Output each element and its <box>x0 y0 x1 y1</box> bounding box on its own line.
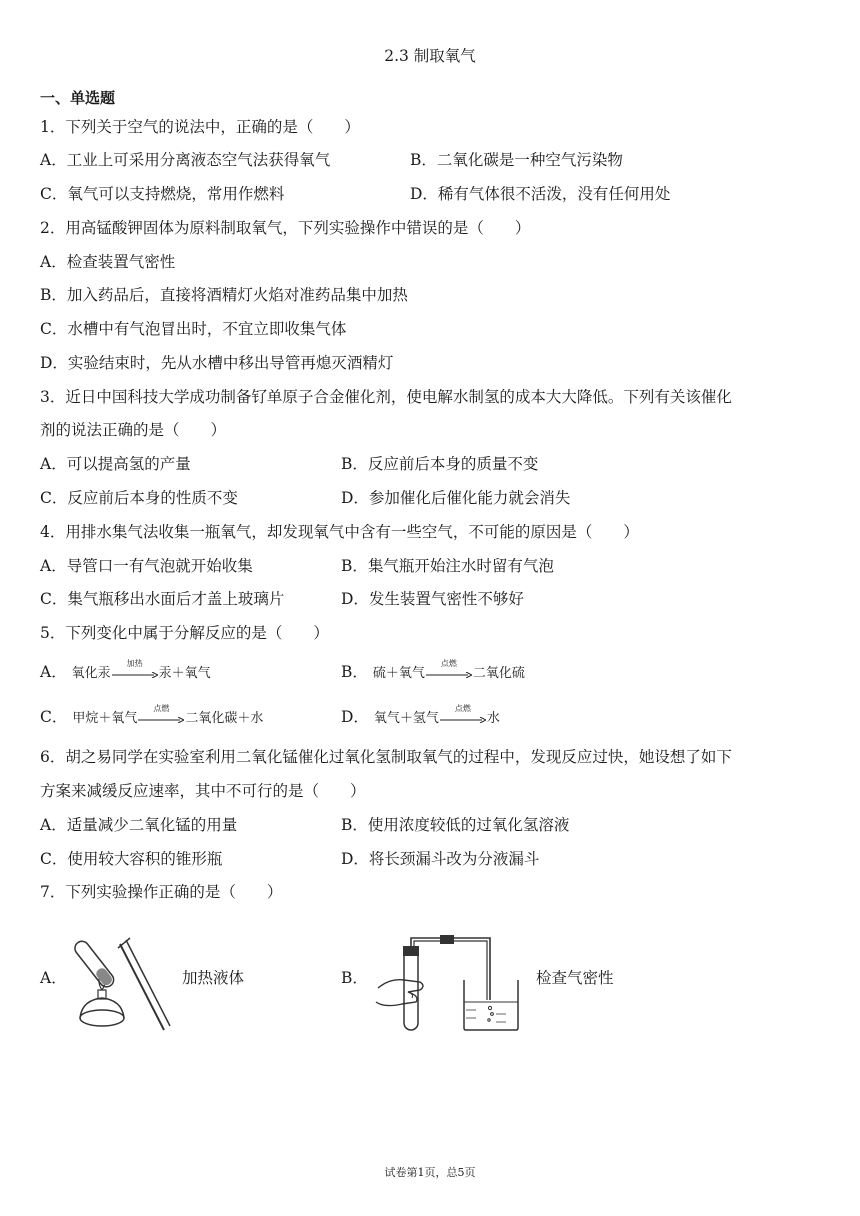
option-label: D． <box>341 708 369 726</box>
q2-option-c: C．水槽中有气泡冒出时，不宜立即收集气体 <box>40 320 347 338</box>
q3-stem-line1: 3．近日中国科技大学成功制备钌单原子合金催化剂，使电解水制氢的成本大大降低。下列有关该催化 <box>40 388 732 406</box>
q6-option-a: A．适量减少二氧化锰的用量 <box>40 816 238 834</box>
q4-option-b: B．集气瓶开始注水时留有气泡 <box>341 557 554 575</box>
q3-option-d: D．参加催化后催化能力就会消失 <box>341 489 571 507</box>
reaction-arrow <box>112 659 158 680</box>
q2-option-b: B．加入药品后，直接将酒精灯火焰对准药品集中加热 <box>40 286 408 304</box>
arrow-icon <box>426 672 472 678</box>
q4-option-a: A．导管口一有气泡就开始收集 <box>40 557 253 575</box>
reaction-arrow <box>426 659 472 680</box>
q3-option-b: B．反应前后本身的质量不变 <box>341 455 539 473</box>
arrow-icon <box>138 717 184 723</box>
reaction-condition: 点燃 <box>440 659 457 668</box>
q4-option-c: C．集气瓶移出水面后才盖上玻璃片 <box>40 590 285 608</box>
q7-option-b-label: B． <box>341 969 368 987</box>
q6-stem-line1: 6．胡之易同学在实验室利用二氧化锰催化过氧化氢制取氧气的过程中，发现反应过快，她设想了如下 <box>40 748 732 766</box>
heating-liquid-figure <box>68 926 176 1034</box>
option-label: B． <box>341 663 368 681</box>
q6-stem-line2: 方案来减缓反应速率，其中不可行的是（ ） <box>40 782 366 800</box>
q3-option-c: C．反应前后本身的性质不变 <box>40 489 238 507</box>
reactant: 甲烷＋氧气 <box>72 711 138 726</box>
reactant: 氧气＋氢气 <box>373 711 439 726</box>
reaction-condition: 点燃 <box>454 704 471 713</box>
q7-stem: 7．下列实验操作正确的是（ ） <box>40 883 283 901</box>
arrow-icon <box>112 672 158 678</box>
option-label: C． <box>40 708 68 726</box>
reactant: 硫＋氧气 <box>372 666 425 681</box>
reactant: 氧化汞 <box>71 666 111 681</box>
q2-option-d: D．实验结束时，先从水槽中移出导管再熄灭酒精灯 <box>40 354 394 372</box>
q4-option-d: D．发生装置气密性不够好 <box>341 590 524 608</box>
page-footer: 试卷第1页，总5页 <box>384 1166 476 1179</box>
q5-stem: 5．下列变化中属于分解反应的是（ ） <box>40 624 329 642</box>
section-heading: 一、单选题 <box>40 89 116 107</box>
arrow-icon <box>440 717 486 723</box>
reaction-arrow <box>440 704 486 725</box>
q1-stem: 1．下列关于空气的说法中，正确的是（ ） <box>40 118 360 136</box>
q6-option-b: B．使用浓度较低的过氧化氢溶液 <box>341 816 570 834</box>
q2-stem: 2．用高锰酸钾固体为原料制取氧气，下列实验操作中错误的是（ ） <box>40 219 531 237</box>
option-label: A． <box>40 663 67 681</box>
product: 二氧化碳＋水 <box>185 711 264 726</box>
page-title: 2.3 制取氧气 <box>384 47 476 65</box>
q5-option-b <box>341 659 525 684</box>
q4-stem: 4．用排水集气法收集一瓶氧气，却发现氧气中含有一些空气，不可能的原因是（ ） <box>40 523 639 541</box>
reaction-condition: 加热 <box>126 659 143 668</box>
q1-option-c: C．氧气可以支持燃烧，常用作燃料 <box>40 185 285 203</box>
q3-option-a: A．可以提高氢的产量 <box>40 455 191 473</box>
q2-option-a: A．检查装置气密性 <box>40 253 176 271</box>
q1-option-d: D．稀有气体很不活泼，没有任何用处 <box>410 185 671 203</box>
product: 汞＋氧气 <box>158 666 211 681</box>
q6-option-d: D．将长颈漏斗改为分液漏斗 <box>341 850 540 868</box>
product: 水 <box>486 711 500 726</box>
airtightness-check-figure <box>372 930 522 1034</box>
q6-option-c: C．使用较大容积的锥形瓶 <box>40 850 223 868</box>
q5-option-c <box>40 704 264 729</box>
q5-option-d <box>341 704 500 729</box>
q7-option-a-label: A． <box>40 969 67 987</box>
product: 二氧化硫 <box>472 666 525 681</box>
q1-option-b: B．二氧化碳是一种空气污染物 <box>410 151 623 169</box>
q7-option-a-caption: 加热液体 <box>182 969 245 987</box>
q3-stem-line2: 剂的说法正确的是（ ） <box>40 421 227 439</box>
q7-option-b-caption: 检查气密性 <box>536 969 614 987</box>
reaction-condition: 点燃 <box>153 704 170 713</box>
q5-option-a <box>40 659 211 684</box>
q1-option-a: A．工业上可采用分离液态空气法获得氧气 <box>40 151 331 169</box>
reaction-arrow <box>138 704 184 725</box>
